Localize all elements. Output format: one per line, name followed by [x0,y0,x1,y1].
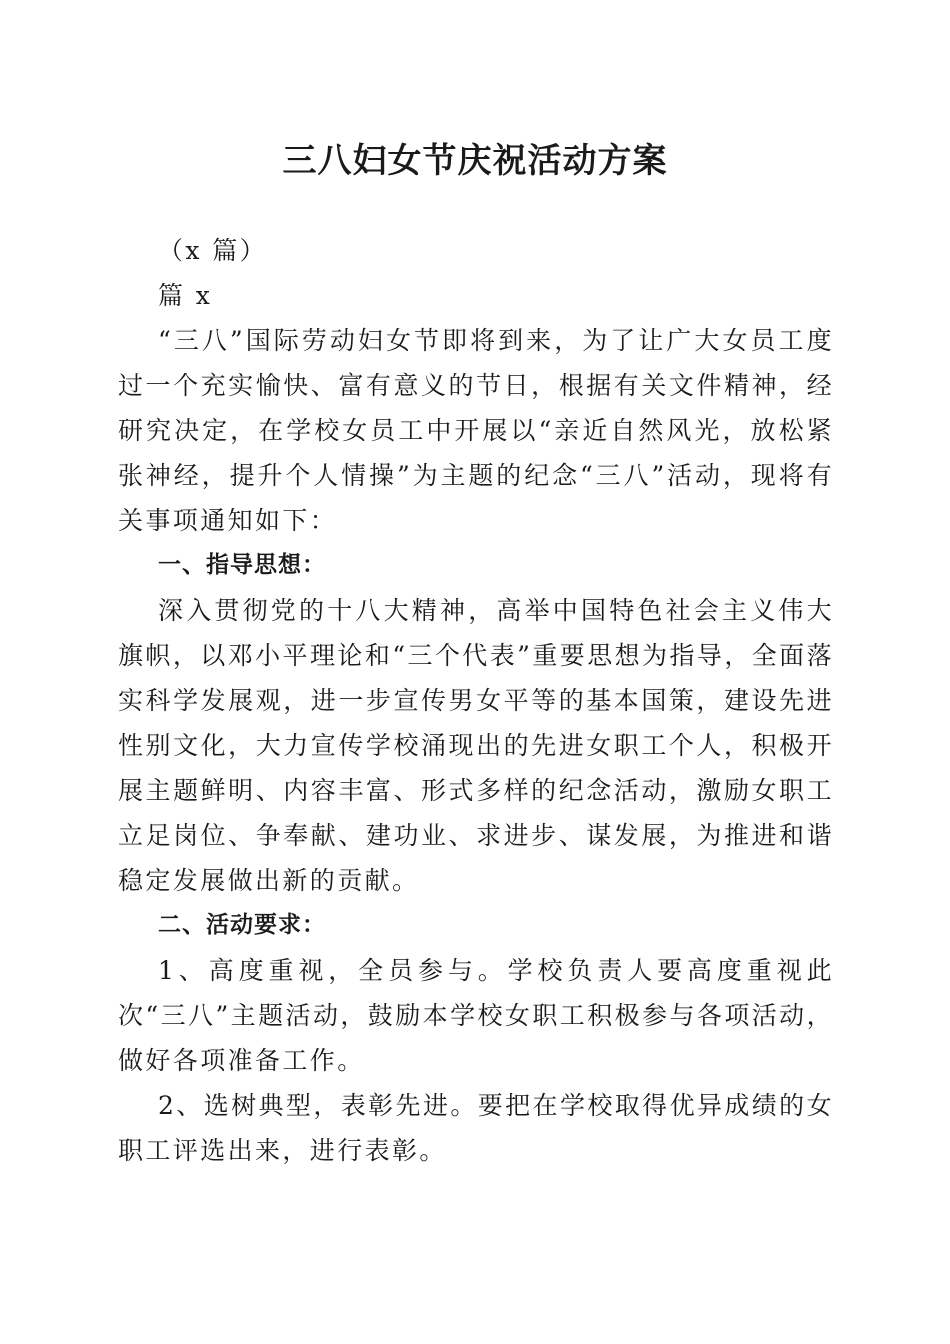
section-heading-guiding-thought: 一、指导思想： [158,552,326,578]
document-body [118,228,834,1173]
section-heading-requirements: 二、活动要求： [158,912,326,938]
document-title: 三八妇女节庆祝活动方案 [282,141,668,181]
guiding-thought-paragraph: 深入贯彻党的十八大精神，高举中国特色社会主义伟大旗帜，以邓小平理论和“三个代表”重要思想为指导，全面落实科学发展观，进一步宣传男女平等的基本国策，建设先进性别文化，大力宣传学校涌现出的先进女职工个人，积极开展主题鲜明、内容丰富、形式多样的纪念活动，激励女职工立足岗位、争奉献、建功业、求进步、谋发展，为推进和谐稳定发展做出新的贡献。 [118,596,834,895]
requirement-item-1: 1、高度重视，全员参与。学校负责人要高度重视此次“三八”主题活动，鼓励本学校女职工积极参与各项活动，做好各项准备工作。 [118,956,834,1075]
article-label: 篇 x [158,281,213,310]
intro-paragraph: “三八”国际劳动妇女节即将到来，为了让广大女员工度过一个充实愉快、富有意义的节日，根据有关文件精神，经研究决定，在学校女员工中开展以“亲近自然风光，放松紧张神经，提升个人情操”为主题的纪念“三八”活动，现将有关事项通知如下： [118,326,834,535]
requirement-item-2: 2、选树典型，表彰先进。要把在学校取得优异成绩的女职工评选出来，进行表彰。 [118,1091,834,1165]
count-note: （x 篇） [158,236,268,265]
